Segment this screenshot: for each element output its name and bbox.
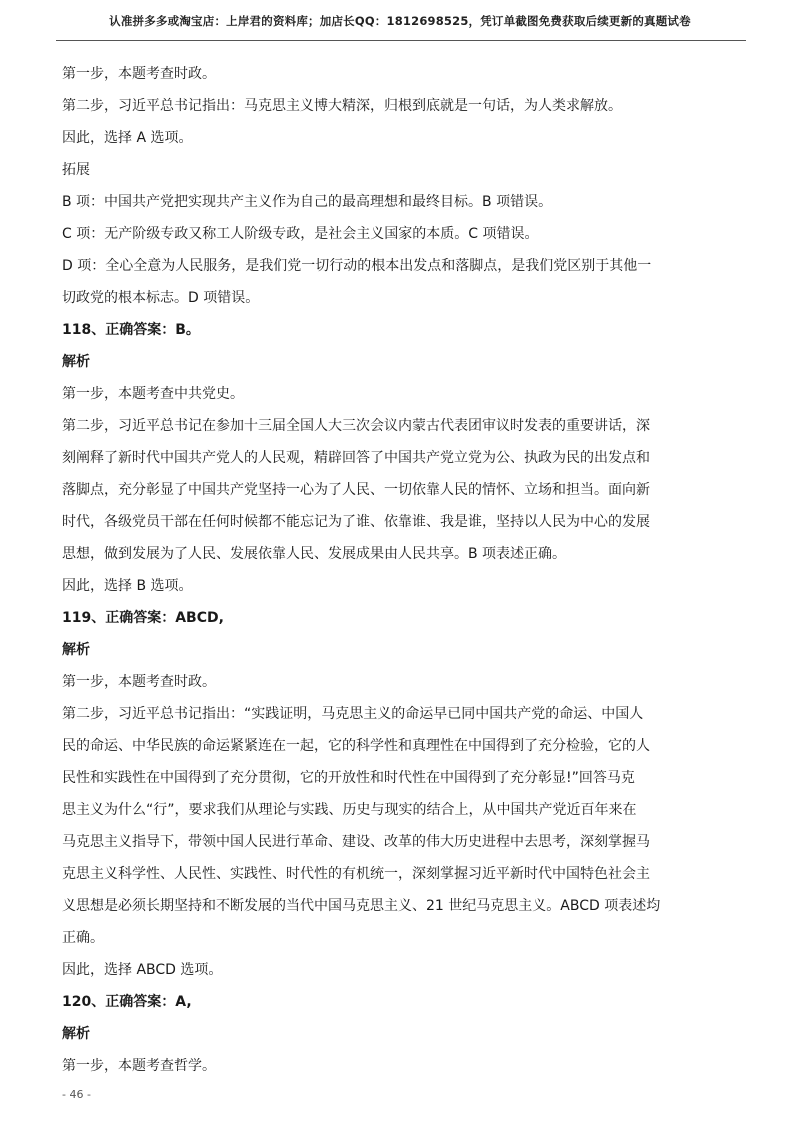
- section-heading: 120、正确答案：A,: [62, 994, 192, 1010]
- text-line: 第一步，本题考查中共党史。: [62, 386, 244, 402]
- text-line: 正确。: [62, 930, 104, 946]
- text-line: 民性和实践性在中国得到了充分贯彻，它的开放性和时代性在中国得到了充分彰显!”回答马克: [62, 770, 635, 786]
- text-line: 思想，做到发展为了人民、发展依靠人民、发展成果由人民共享。B 项表述正确。: [62, 546, 567, 562]
- page-header: [0, 0, 800, 50]
- text-line: 因此，选择 B 选项。: [62, 578, 193, 594]
- text-line: 拓展: [62, 162, 90, 178]
- text-line: 因此，选择 ABCD 选项。: [62, 962, 223, 978]
- section-heading: 解析: [62, 1026, 90, 1042]
- text-line: 第一步，本题考查哲学。: [62, 1058, 216, 1074]
- document-body: [62, 58, 742, 1082]
- text-line: 义思想是必须长期坚持和不断发展的当代中国马克思主义、21 世纪马克思主义。ABCD 项表述均: [62, 898, 661, 914]
- text-line: 刻阐释了新时代中国共产党人的人民观，精辟回答了中国共产党立党为公、执政为民的出发点和: [62, 450, 650, 466]
- section-heading: 解析: [62, 642, 90, 658]
- header-text: 认准拼多多或淘宝店：上岸君的资料库；加店长QQ：1812698525，凭订单截图免费获取后续更新的真题试卷: [109, 14, 691, 28]
- text-line: C 项：无产阶级专政又称工人阶级专政，是社会主义国家的本质。C 项错误。: [62, 226, 539, 242]
- text-line: 民的命运、中华民族的命运紧紧连在一起，它的科学性和真理性在中国得到了充分检验，它的人: [62, 738, 650, 754]
- text-line: 第二步，习近平总书记指出：马克思主义博大精深，归根到底就是一句话，为人类求解放。: [62, 98, 622, 114]
- text-line: 思主义为什么“行”，要求我们从理论与实践、历史与现实的结合上，从中国共产党近百年来在: [62, 802, 637, 818]
- text-line: 时代，各级党员干部在任何时候都不能忘记为了谁、依靠谁、我是谁，坚持以人民为中心的发展: [62, 514, 650, 530]
- text-line: 第二步，习近平总书记指出：“实践证明，马克思主义的命运早已同中国共产党的命运、中国人: [62, 706, 644, 722]
- text-line: 因此，选择 A 选项。: [62, 130, 193, 146]
- text-line: 马克思主义指导下，带领中国人民进行革命、建设、改革的伟大历史进程中去思考，深刻掌握马: [62, 834, 650, 850]
- section-heading: 119、正确答案：ABCD,: [62, 610, 224, 626]
- section-heading: 118、正确答案：B。: [62, 322, 200, 338]
- text-line: 切政党的根本标志。D 项错误。: [62, 290, 260, 306]
- text-line: D 项：全心全意为人民服务，是我们党一切行动的根本出发点和落脚点，是我们党区别于其他一: [62, 258, 652, 274]
- text-line: 落脚点，充分彰显了中国共产党坚持一心为了人民、一切依靠人民的情怀、立场和担当。面向新: [62, 482, 650, 498]
- text-line: 第一步，本题考查时政。: [62, 674, 216, 690]
- page-number: - 46 -: [62, 1088, 91, 1101]
- section-heading: 解析: [62, 354, 90, 370]
- text-line: 克思主义科学性、人民性、实践性、时代性的有机统一，深刻掌握习近平新时代中国特色社会主: [62, 866, 650, 882]
- header-divider: [56, 40, 746, 41]
- text-line: 第一步，本题考查时政。: [62, 66, 216, 82]
- text-line: B 项：中国共产党把实现共产主义作为自己的最高理想和最终目标。B 项错误。: [62, 194, 553, 210]
- text-line: 第二步，习近平总书记在参加十三届全国人大三次会议内蒙古代表团审议时发表的重要讲话，深: [62, 418, 650, 434]
